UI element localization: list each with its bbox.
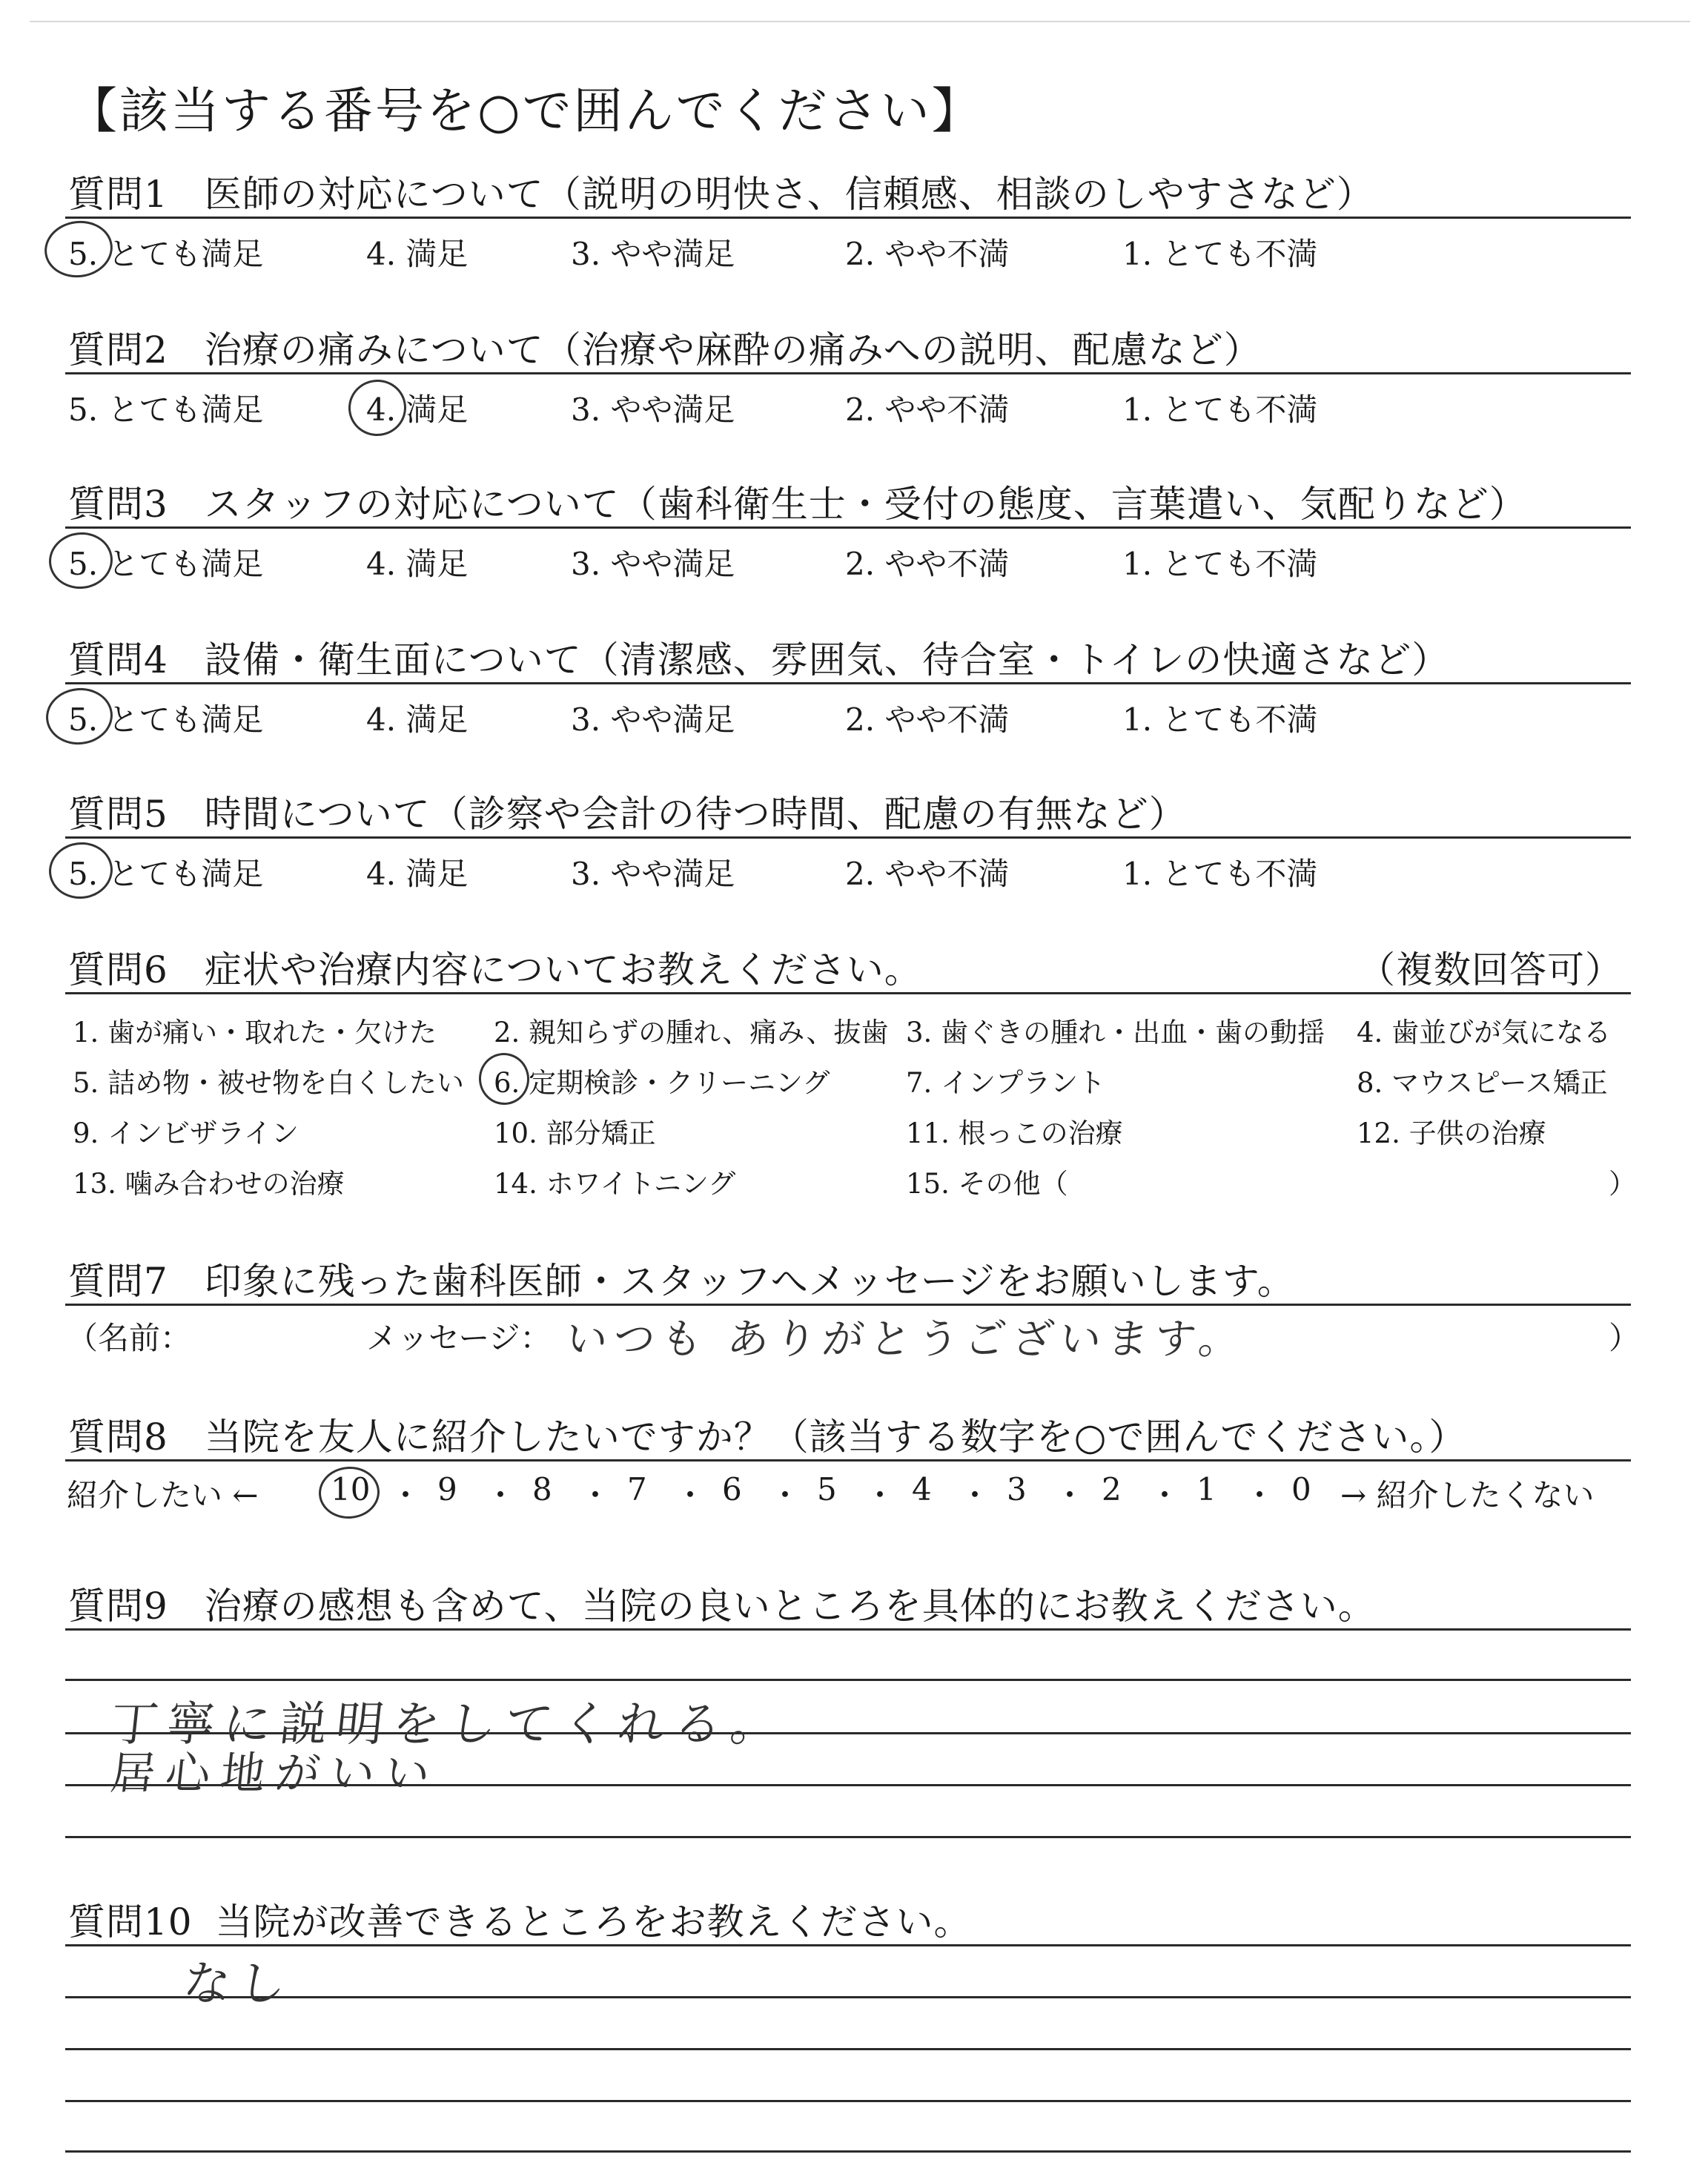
- option-5[interactable]: 5. とても満足: [68, 392, 264, 428]
- option-2[interactable]: 2. やや不満: [845, 701, 1010, 738]
- scale-separator: ・: [1149, 1477, 1181, 1513]
- symptom-option-6[interactable]: 6. 定期検診・クリーニング: [494, 1067, 830, 1099]
- scale-separator: ・: [1244, 1477, 1276, 1513]
- scale-separator: ・: [485, 1477, 517, 1513]
- symptom-option-14[interactable]: 14. ホワイトニング: [494, 1168, 736, 1200]
- answer-line: [65, 1679, 1631, 1681]
- option-4[interactable]: 4. 満足: [366, 546, 469, 582]
- symptom-option-8[interactable]: 8. マウスピース矯正: [1357, 1067, 1608, 1099]
- question-label: 質問3: [68, 483, 168, 526]
- answer-line: [65, 1944, 1631, 1946]
- option-4[interactable]: 4. 満足: [366, 701, 469, 738]
- scale-separator: ・: [959, 1477, 991, 1513]
- option-1[interactable]: 1. とても不満: [1122, 392, 1318, 428]
- other-close-paren: ）: [1609, 1168, 1636, 1200]
- option-1[interactable]: 1. とても不満: [1122, 701, 1318, 738]
- handwritten-answer-line-1[interactable]: 丁寧に説明をしてくれる。: [107, 1697, 790, 1752]
- symptom-option-7[interactable]: 7. インプラント: [906, 1067, 1106, 1099]
- option-2[interactable]: 2. やや不満: [845, 236, 1010, 272]
- option-4[interactable]: 4. 満足: [366, 392, 469, 428]
- answer-line: [65, 2048, 1631, 2050]
- symptom-option-10[interactable]: 10. 部分矯正: [494, 1117, 656, 1149]
- scale-4[interactable]: 4: [912, 1471, 932, 1507]
- page-title: 【該当する番号を○で囲んでください】: [68, 82, 983, 139]
- answer-line: [65, 1628, 1631, 1631]
- option-3[interactable]: 3. やや満足: [571, 856, 735, 892]
- question-rule: [65, 1304, 1631, 1306]
- question-rule: [65, 217, 1631, 219]
- option-1[interactable]: 1. とても不満: [1122, 856, 1318, 892]
- scale-5[interactable]: 5: [817, 1471, 837, 1507]
- message-label: メッセージ：: [366, 1320, 552, 1356]
- question-rule: [65, 992, 1631, 994]
- option-3[interactable]: 3. やや満足: [571, 236, 735, 272]
- symptom-option-9[interactable]: 9. インビザライン: [73, 1117, 299, 1149]
- option-5[interactable]: 5. とても満足: [68, 701, 264, 738]
- option-2[interactable]: 2. やや不満: [845, 546, 1010, 582]
- recommend-right-label: → 紹介したくない: [1340, 1477, 1595, 1513]
- option-2[interactable]: 2. やや不満: [845, 856, 1010, 892]
- symptom-option-15[interactable]: 15. その他（: [906, 1168, 1068, 1200]
- question-rule: [65, 372, 1631, 374]
- scale-2[interactable]: 2: [1102, 1471, 1122, 1507]
- scale-separator: ・: [864, 1477, 896, 1513]
- symptom-option-13[interactable]: 13. 噛み合わせの治療: [73, 1168, 345, 1200]
- option-5[interactable]: 5. とても満足: [68, 546, 264, 582]
- handwritten-answer-line-2[interactable]: 居心地がいい: [107, 1748, 443, 1800]
- question-rule: [65, 682, 1631, 684]
- question-text: 印象に残った歯科医師・スタッフへメッセージをお願いします。: [204, 1260, 1295, 1303]
- answer-line: [65, 2100, 1631, 2102]
- scale-separator: ・: [1054, 1477, 1086, 1513]
- recommend-left-label: 紹介したい ←: [67, 1477, 259, 1513]
- scale-separator: ・: [769, 1477, 801, 1513]
- option-5[interactable]: 5. とても満足: [68, 856, 264, 892]
- message-close-paren: ）: [1609, 1320, 1641, 1356]
- name-label: （名前：: [67, 1320, 192, 1356]
- question-text: 設備・衛生面について（清潔感、雰囲気、待合室・トイレの快適さなど）: [204, 638, 1450, 681]
- symptom-option-12[interactable]: 12. 子供の治療: [1357, 1117, 1546, 1149]
- scale-7[interactable]: 7: [627, 1471, 647, 1507]
- question-label: 質問4: [68, 638, 168, 681]
- question-label: 質問6: [68, 948, 168, 991]
- symptom-option-5[interactable]: 5. 詰め物・被せ物を白くしたい: [73, 1067, 465, 1099]
- scale-separator: ・: [675, 1477, 706, 1513]
- question-text: スタッフの対応について（歯科衛生士・受付の態度、言葉遣い、気配りなど）: [204, 483, 1527, 526]
- scale-3[interactable]: 3: [1007, 1471, 1027, 1507]
- question-label: 質問5: [68, 793, 168, 836]
- option-3[interactable]: 3. やや満足: [571, 392, 735, 428]
- question-label: 質問7: [68, 1260, 168, 1303]
- handwritten-answer[interactable]: なし: [180, 1957, 297, 2012]
- symptom-option-11[interactable]: 11. 根っこの治療: [906, 1117, 1123, 1149]
- answer-line: [65, 1836, 1631, 1838]
- option-3[interactable]: 3. やや満足: [571, 701, 735, 738]
- option-1[interactable]: 1. とても不満: [1122, 236, 1318, 272]
- option-5[interactable]: 5. とても満足: [68, 236, 264, 272]
- scale-separator: ・: [580, 1477, 612, 1513]
- option-4[interactable]: 4. 満足: [366, 236, 469, 272]
- answer-line: [65, 1996, 1631, 1998]
- question-rule: [65, 526, 1631, 529]
- question-text: 治療の感想も含めて、当院の良いところを具体的にお教えください。: [204, 1585, 1376, 1628]
- option-4[interactable]: 4. 満足: [366, 856, 469, 892]
- scale-separator: ・: [390, 1477, 422, 1513]
- symptom-option-1[interactable]: 1. 歯が痛い・取れた・欠けた: [73, 1017, 437, 1048]
- question-text: 時間について（診察や会計の待つ時間、配慮の有無など）: [204, 793, 1187, 836]
- question-rule: [65, 836, 1631, 839]
- scale-6[interactable]: 6: [722, 1471, 742, 1507]
- top-edge-line: [30, 21, 1690, 22]
- symptom-option-4[interactable]: 4. 歯並びが気になる: [1357, 1017, 1612, 1048]
- question-text: 当院を友人に紹介したいですか？（該当する数字を○で囲んでください。）: [204, 1416, 1467, 1459]
- question-label: 質問2: [68, 328, 168, 371]
- selection-circle: [317, 1464, 382, 1521]
- scale-9[interactable]: 9: [437, 1471, 457, 1507]
- symptom-option-2[interactable]: 2. 親知らずの腫れ、痛み、抜歯: [494, 1017, 889, 1048]
- handwritten-message[interactable]: いつも ありがとうございます。: [563, 1315, 1249, 1364]
- question-label: 質問1: [68, 173, 168, 216]
- option-2[interactable]: 2. やや不満: [845, 392, 1010, 428]
- option-1[interactable]: 1. とても不満: [1122, 546, 1318, 582]
- scale-0[interactable]: 0: [1291, 1471, 1311, 1507]
- question-text: 医師の対応について（説明の明快さ、信頼感、相談のしやすさなど）: [204, 173, 1374, 216]
- question-label: 質問9: [68, 1585, 168, 1628]
- scale-1[interactable]: 1: [1196, 1471, 1217, 1507]
- scale-8[interactable]: 8: [532, 1471, 552, 1507]
- question-text: 症状や治療内容についてお教えください。: [204, 948, 922, 991]
- question-text: 治療の痛みについて（治療や麻酔の痛みへの説明、配慮など）: [204, 328, 1262, 371]
- answer-line: [65, 2150, 1631, 2153]
- multiple-answer-note: （複数回答可）: [1358, 948, 1623, 991]
- question-label: 質問10: [68, 1900, 193, 1943]
- question-rule: [65, 1459, 1631, 1462]
- scale-10[interactable]: 10: [331, 1471, 371, 1507]
- symptom-option-3[interactable]: 3. 歯ぐきの腫れ・出血・歯の動揺: [906, 1017, 1325, 1048]
- question-label: 質問8: [68, 1416, 168, 1459]
- question-text: 当院が改善できるところをお教えください。: [215, 1900, 972, 1943]
- option-3[interactable]: 3. やや満足: [571, 546, 735, 582]
